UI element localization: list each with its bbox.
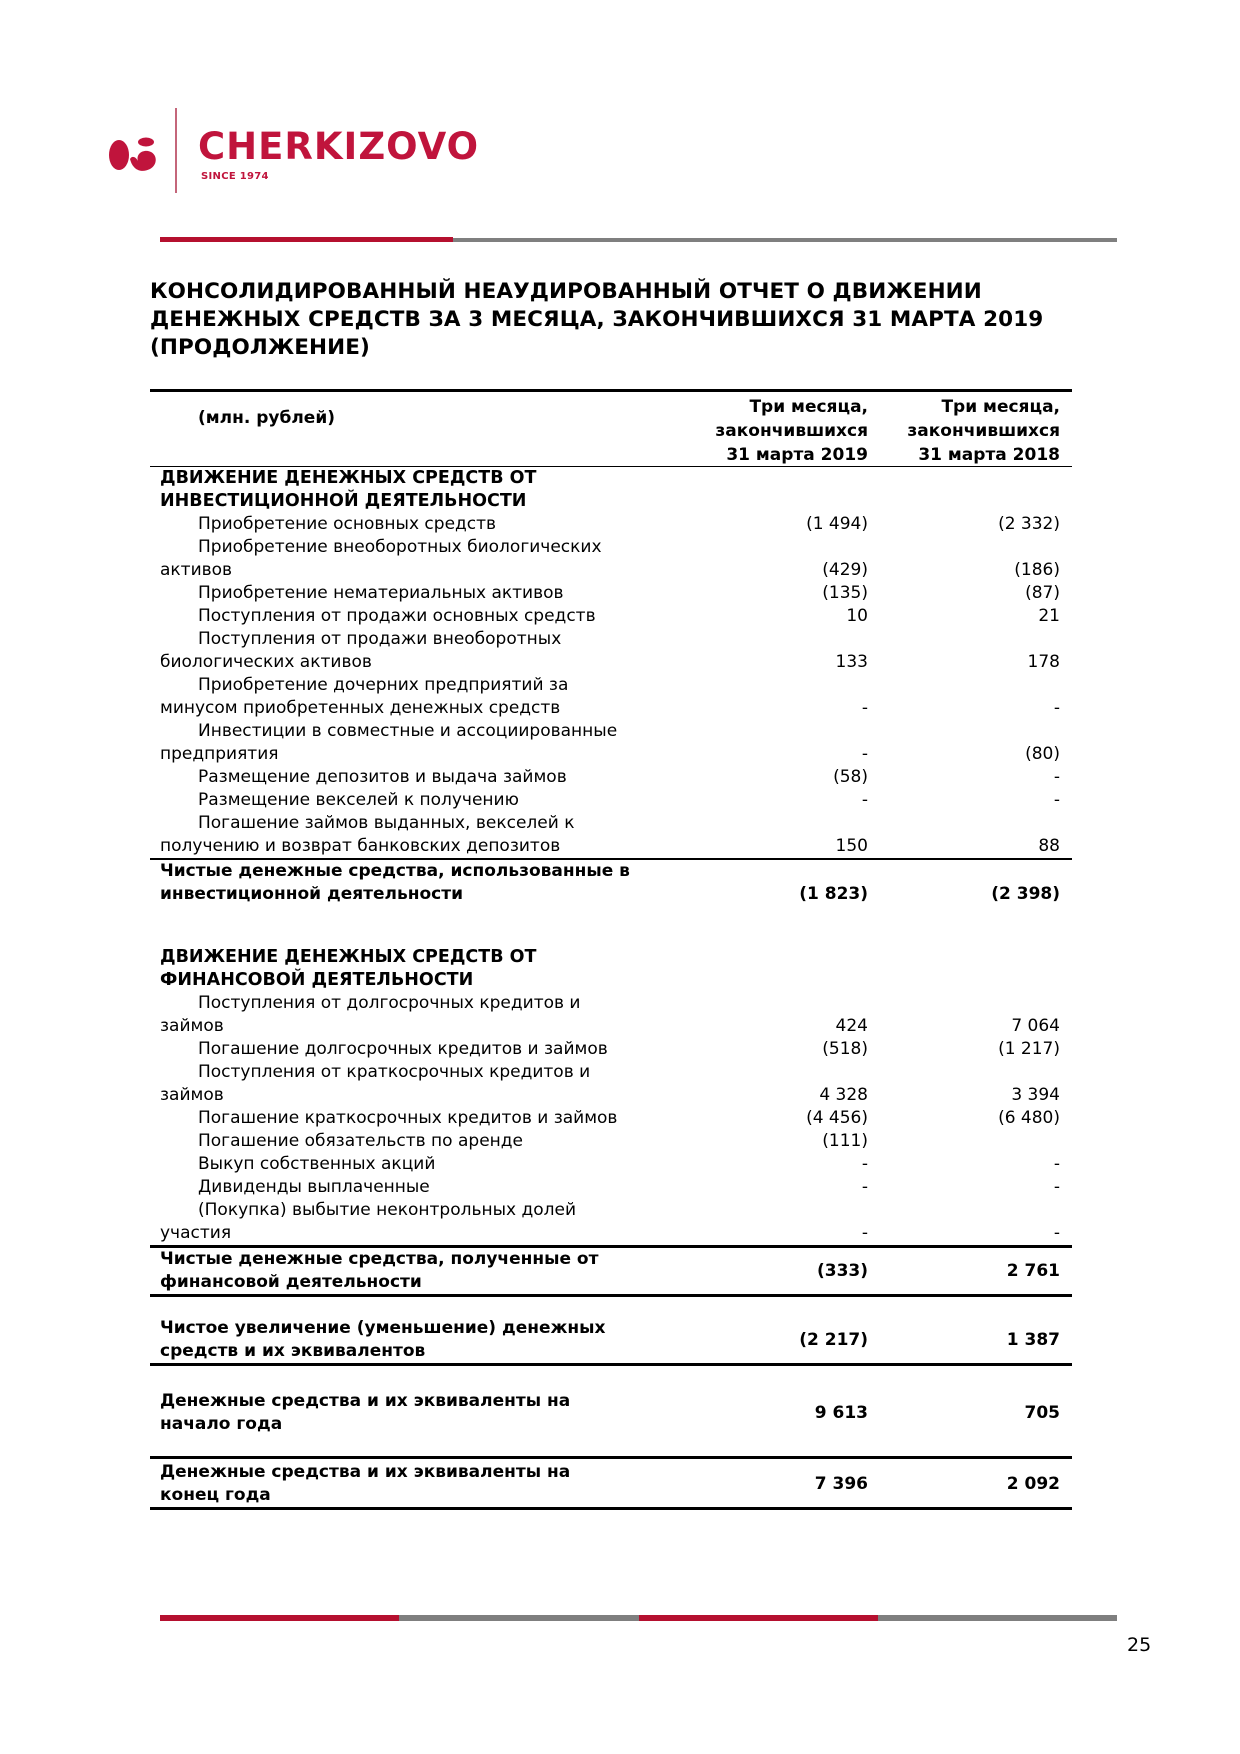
column-header-line: закончившихся (715, 421, 868, 441)
row-label-line: Погашение обязательств по аренде (198, 1131, 523, 1151)
row-label-line: Приобретение нематериальных активов (198, 583, 564, 603)
spacer (150, 1297, 1072, 1317)
value-2018: 178 (1027, 652, 1060, 672)
row-label (150, 1061, 710, 1107)
row-label-line: Денежные средства и их эквиваленты на (160, 1462, 571, 1482)
row-label-line: конец года (160, 1485, 271, 1505)
section-heading-line: ДВИЖЕНИЕ ДЕНЕЖНЫХ СРЕДСТВ ОТ (160, 947, 537, 967)
value-2019: 150 (835, 836, 868, 856)
value-2018: - (1053, 1223, 1060, 1243)
brand-name: CHERKIZOVO (198, 125, 480, 168)
column-header-2019 (668, 395, 868, 467)
table-row (150, 536, 1072, 582)
value-2019: (58) (833, 767, 868, 787)
row-label (150, 1107, 710, 1130)
spacer (150, 906, 1072, 946)
table-row (150, 992, 1072, 1038)
row-label-line: средств и их эквивалентов (160, 1341, 426, 1361)
column-header-line: Три месяца, (749, 397, 868, 417)
table-row (150, 513, 1072, 536)
unit-label: (млн. рублей) (198, 408, 336, 428)
row-label (150, 674, 710, 720)
value-2019: (1 494) (806, 514, 868, 534)
row-label (150, 720, 710, 766)
row-label (150, 513, 710, 536)
value-2019: (429) (822, 560, 868, 580)
table-row (150, 628, 1072, 674)
row-label-line: финансовой деятельности (160, 1272, 422, 1292)
title-line-2: ДЕНЕЖНЫХ СРЕДСТВ ЗА 3 МЕСЯЦА, ЗАКОНЧИВШИХСЯ 31 МАРТА 2019 (150, 307, 1044, 332)
table-row (150, 1176, 1072, 1199)
row-label-line: Поступления от долгосрочных кредитов и (198, 993, 581, 1013)
section-heading-line: ДВИЖЕНИЕ ДЕНЕЖНЫХ СРЕДСТВ ОТ (160, 468, 537, 488)
row-label-line: участия (160, 1223, 232, 1243)
row-label-line: Приобретение дочерних предприятий за (198, 675, 569, 695)
column-header-line: Три месяца, (941, 397, 1060, 417)
financing-total-row (150, 1248, 1072, 1294)
row-label-line: биологических активов (160, 652, 372, 672)
value-2018: - (1053, 698, 1060, 718)
value-2019: (4 456) (806, 1108, 868, 1128)
value-2018: 1 387 (1006, 1330, 1060, 1350)
net-change-row (150, 1317, 1072, 1363)
page-number: 25 (1127, 1634, 1152, 1656)
value-2018: (2 332) (998, 514, 1060, 534)
row-label-line: Дивиденды выплаченные (198, 1177, 430, 1197)
row-label-line: предприятия (160, 744, 279, 764)
value-2018: (186) (1014, 560, 1060, 580)
brand-tagline: SINCE 1974 (201, 171, 269, 182)
cash-flow-table (150, 389, 1072, 1510)
row-label (150, 1199, 710, 1245)
value-2019: 133 (835, 652, 868, 672)
table-row (150, 1107, 1072, 1130)
row-label-line: получению и возврат банковских депозитов (160, 836, 561, 856)
row-label-line: Поступления от краткосрочных кредитов и (198, 1062, 591, 1082)
value-2019: (111) (822, 1131, 868, 1151)
value-2019: (135) (822, 583, 868, 603)
row-label-line: Чистое увеличение (уменьшение) денежных (160, 1318, 606, 1338)
logo-divider (175, 108, 177, 193)
table-row (150, 789, 1072, 812)
row-label (150, 992, 710, 1038)
value-2018: 3 394 (1011, 1085, 1060, 1105)
row-label-line: Погашение краткосрочных кредитов и займов (198, 1108, 618, 1128)
opening-balance-row (150, 1390, 1072, 1436)
value-2018: 88 (1038, 836, 1060, 856)
investing-rows (150, 513, 1072, 858)
table-row (150, 1038, 1072, 1061)
value-2018: (6 480) (998, 1108, 1060, 1128)
section-heading-line: ИНВЕСТИЦИОННОЙ ДЕЯТЕЛЬНОСТИ (160, 491, 527, 511)
value-2018: 21 (1038, 606, 1060, 626)
company-logo (108, 108, 508, 198)
header-rule (160, 238, 1117, 242)
row-label-line: Денежные средства и их эквиваленты на (160, 1391, 571, 1411)
row-label (150, 1317, 710, 1363)
row-label-line: Погашение займов выданных, векселей к (198, 813, 575, 833)
section-heading-line: ФИНАНСОВОЙ ДЕЯТЕЛЬНОСТИ (160, 970, 474, 990)
row-label-line: Приобретение внеоборотных биологических (198, 537, 602, 557)
value-2019: (1 823) (799, 884, 868, 904)
table-row (150, 1153, 1072, 1176)
row-label (150, 766, 710, 789)
value-2019: 10 (846, 606, 868, 626)
footer-rule-segment (160, 1615, 399, 1621)
row-label (150, 628, 710, 674)
column-header-line: закончившихся (907, 421, 1060, 441)
spacer (150, 1436, 1072, 1456)
value-2018: - (1053, 790, 1060, 810)
value-2019: 4 328 (819, 1085, 868, 1105)
value-2019: - (861, 744, 868, 764)
header-rule-accent (160, 237, 453, 242)
investing-total-row (150, 860, 1072, 906)
row-label-line: займов (160, 1085, 224, 1105)
cherry-logo-icon (108, 135, 160, 175)
row-label (150, 1461, 710, 1507)
value-2018: 705 (1024, 1403, 1060, 1423)
row-label (150, 1176, 710, 1199)
row-label (150, 536, 710, 582)
table-row (150, 812, 1072, 858)
closing-bottom-rule (150, 1507, 1072, 1510)
table-row (150, 1130, 1072, 1153)
column-header-2018 (860, 395, 1060, 467)
value-2018: (87) (1025, 583, 1060, 603)
value-2018: 2 092 (1006, 1474, 1060, 1494)
financing-rows (150, 992, 1072, 1245)
row-label-line: начало года (160, 1414, 283, 1434)
table-row (150, 720, 1072, 766)
row-label (150, 605, 710, 628)
row-label (150, 789, 710, 812)
value-2018: - (1053, 767, 1060, 787)
value-2018: (80) (1025, 744, 1060, 764)
closing-balance-row (150, 1459, 1072, 1507)
value-2019: - (861, 1177, 868, 1197)
value-2019: (2 217) (799, 1330, 868, 1350)
value-2019: (518) (822, 1039, 868, 1059)
value-2019: - (861, 1223, 868, 1243)
row-label-line: Приобретение основных средств (198, 514, 497, 534)
row-label-line: (Покупка) выбытие неконтрольных долей (198, 1200, 577, 1220)
row-label-line: Поступления от продажи основных средств (198, 606, 596, 626)
value-2019: 9 613 (814, 1403, 868, 1423)
value-2018: (2 398) (991, 884, 1060, 904)
spacer (150, 1366, 1072, 1390)
value-2019: - (861, 790, 868, 810)
row-label-line: займов (160, 1016, 224, 1036)
footer-rule-segment (878, 1615, 1117, 1621)
title-line-3: (ПРОДОЛЖЕНИЕ) (150, 335, 370, 360)
value-2018: 7 064 (1011, 1016, 1060, 1036)
table-row (150, 582, 1072, 605)
row-label-line: Поступления от продажи внеоборотных (198, 629, 562, 649)
row-label (150, 860, 710, 906)
footer-rule-segment (639, 1615, 878, 1621)
value-2018: 2 761 (1006, 1261, 1060, 1281)
value-2018: (1 217) (998, 1039, 1060, 1059)
row-label-line: инвестиционной деятельности (160, 884, 464, 904)
column-header-line: 31 марта 2019 (726, 445, 868, 465)
value-2019: 424 (835, 1016, 868, 1036)
row-label-line: активов (160, 560, 233, 580)
table-row (150, 605, 1072, 628)
footer-rule-segment (399, 1615, 638, 1621)
row-label-line: Погашение долгосрочных кредитов и займов (198, 1039, 608, 1059)
column-header-line: 31 марта 2018 (918, 445, 1060, 465)
value-2019: - (861, 1154, 868, 1174)
table-header (150, 392, 1072, 466)
value-2018: - (1053, 1177, 1060, 1197)
table-row (150, 1199, 1072, 1245)
value-2018: - (1053, 1154, 1060, 1174)
row-label (150, 582, 710, 605)
value-2019: 7 396 (814, 1474, 868, 1494)
row-label (150, 1153, 710, 1176)
row-label-line: Чистые денежные средства, полученные от (160, 1249, 599, 1269)
row-label (150, 1038, 710, 1061)
value-2019: - (861, 698, 868, 718)
row-label (150, 812, 710, 858)
table-row (150, 766, 1072, 789)
row-label (150, 1390, 710, 1436)
row-label-line: Размещение депозитов и выдача займов (198, 767, 567, 787)
row-label-line: Размещение векселей к получению (198, 790, 519, 810)
title-line-1: КОНСОЛИДИРОВАННЫЙ НЕАУДИРОВАННЫЙ ОТЧЕТ О ДВИЖЕНИИ (150, 279, 982, 304)
row-label-line: Чистые денежные средства, использованные в (160, 861, 630, 881)
table-row (150, 1061, 1072, 1107)
section-heading-investing (150, 467, 1072, 513)
row-label-line: Инвестиции в совместные и ассоциированные (198, 721, 618, 741)
row-label-line: Выкуп собственных акций (198, 1154, 436, 1174)
document-title (150, 278, 1100, 362)
section-heading-financing (150, 946, 1072, 992)
row-label (150, 1248, 710, 1294)
row-label (150, 1130, 710, 1153)
table-row (150, 674, 1072, 720)
row-label-line: минусом приобретенных денежных средств (160, 698, 561, 718)
footer-rule (160, 1615, 1117, 1621)
value-2019: (333) (816, 1261, 868, 1281)
